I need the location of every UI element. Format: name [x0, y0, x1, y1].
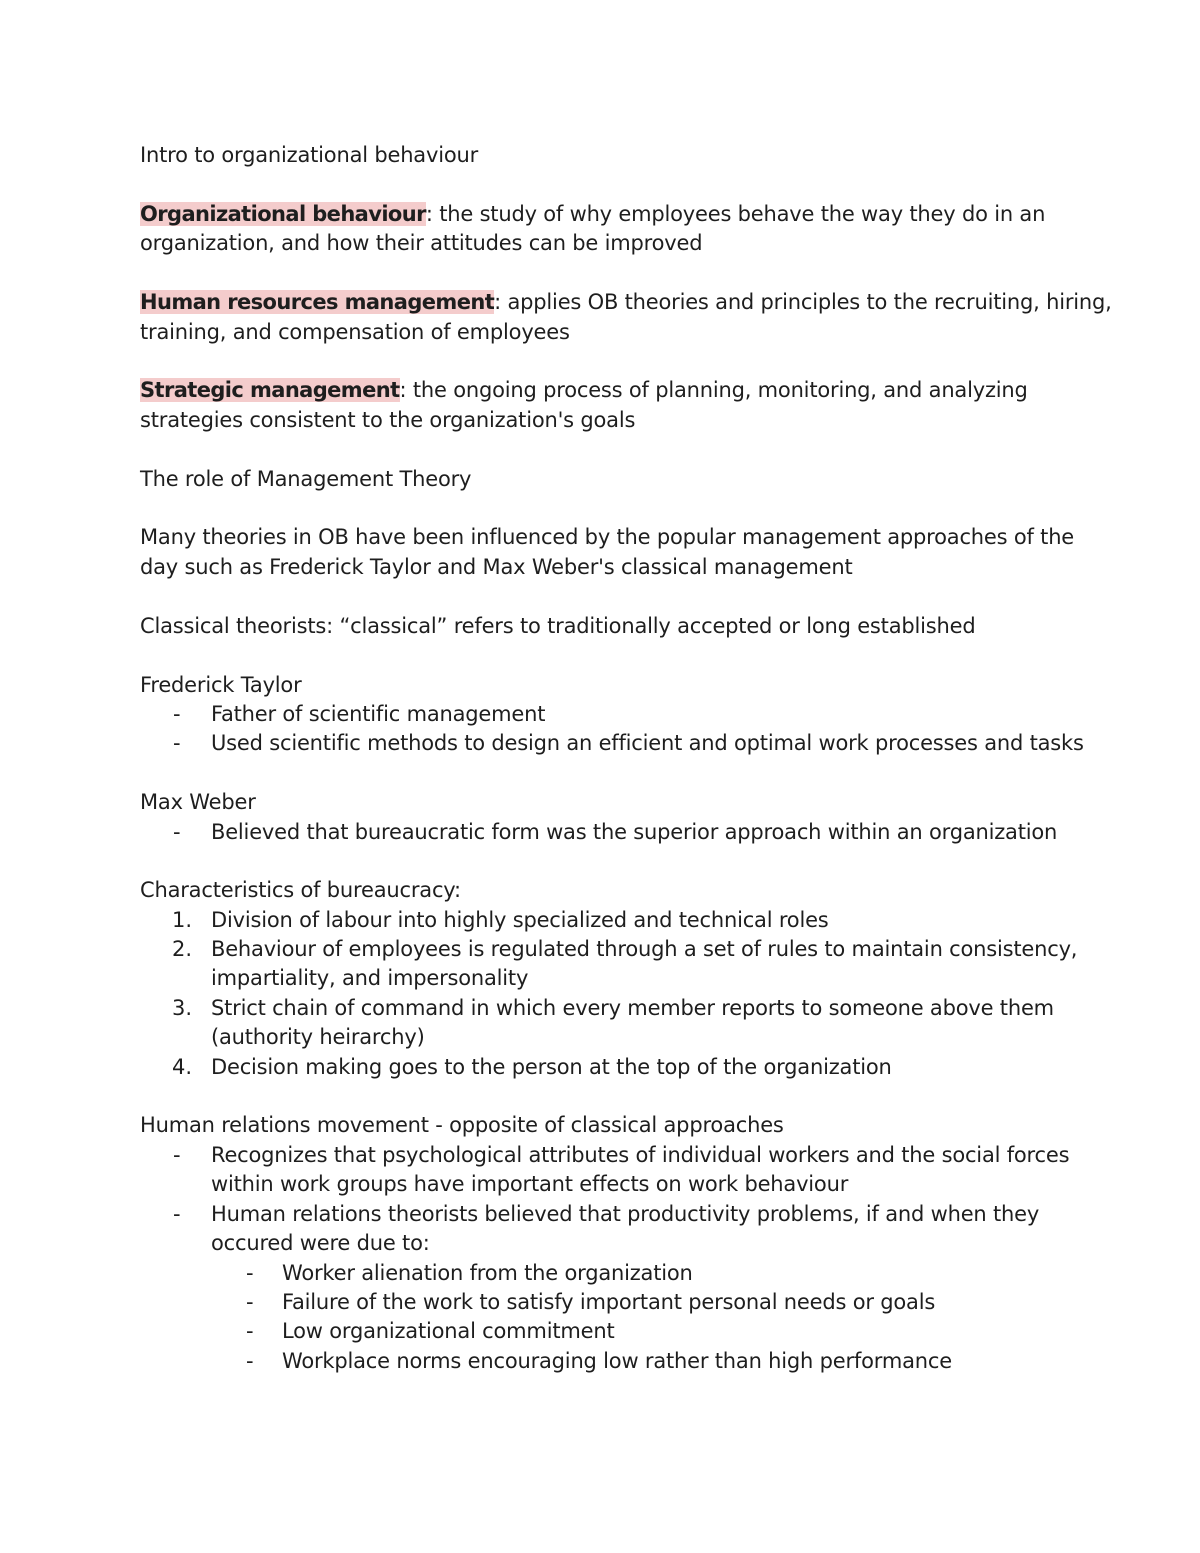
definition-text-continued: strategies consistent to the organization's goals: [140, 408, 636, 432]
list-item-continued: (authority heirarchy): [211, 1025, 425, 1049]
bullet-dash: -: [173, 731, 181, 755]
sub-bullet-dash: -: [246, 1319, 254, 1343]
paragraph-classical-theorists: Classical theorists: “classical” refers to traditionally accepted or long established: [140, 614, 976, 638]
heading-max-weber: Max Weber: [140, 790, 256, 814]
bullet-dash: -: [173, 1143, 181, 1167]
definition-organizational-behaviour: [140, 200, 1045, 228]
list-item: Recognizes that psychological attributes of individual workers and the social forces: [211, 1143, 1070, 1167]
list-number: 3.: [171, 996, 192, 1020]
sub-list-item: Failure of the work to satisfy important personal needs or goals: [282, 1290, 936, 1314]
list-number: 4.: [171, 1055, 192, 1079]
list-item: Used scientific methods to design an efficient and optimal work processes and tasks: [211, 731, 1084, 755]
list-item-continued: impartiality, and impersonality: [211, 966, 529, 990]
sub-bullet-dash: -: [246, 1290, 254, 1314]
section-heading-role-of-management-theory: The role of Management Theory: [140, 467, 472, 491]
heading-human-relations-movement: Human relations movement - opposite of classical approaches: [140, 1113, 784, 1137]
bullet-dash: -: [173, 820, 181, 844]
sub-bullet-dash: -: [246, 1349, 254, 1373]
list-item: Human relations theorists believed that productivity problems, if and when they: [211, 1202, 1040, 1226]
definition-human-resources-management: [140, 288, 1112, 316]
bullet-dash: -: [173, 702, 181, 726]
bullet-dash: -: [173, 1202, 181, 1226]
sub-list-item: Low organizational commitment: [282, 1319, 615, 1343]
highlighted-term: Organizational behaviour: [140, 202, 426, 226]
list-item: Behaviour of employees is regulated through a set of rules to maintain consistency,: [211, 937, 1078, 961]
list-item: Strict chain of command in which every member reports to someone above them: [211, 996, 1054, 1020]
definition-text: : applies OB theories and principles to the recruiting, hiring,: [494, 290, 1112, 314]
definition-text-continued: organization, and how their attitudes can be improved: [140, 231, 703, 255]
sub-bullet-dash: -: [246, 1261, 254, 1285]
list-number: 1.: [171, 908, 192, 932]
paragraph-many-theories-continued: day such as Frederick Taylor and Max Weber's classical management: [140, 555, 853, 579]
paragraph-many-theories: Many theories in OB have been influenced by the popular management approaches of the: [140, 525, 1075, 549]
definition-text-continued: training, and compensation of employees: [140, 320, 570, 344]
list-number: 2.: [171, 937, 192, 961]
definition-text: : the ongoing process of planning, monitoring, and analyzing: [399, 378, 1028, 402]
heading-frederick-taylor: Frederick Taylor: [140, 673, 302, 697]
list-item: Father of scientific management: [211, 702, 546, 726]
sub-list-item: Worker alienation from the organization: [282, 1261, 693, 1285]
document-title: Intro to organizational behaviour: [140, 143, 479, 167]
definition-strategic-management: [140, 376, 1028, 404]
list-item-continued: occured were due to:: [211, 1231, 430, 1255]
highlighted-term: Strategic management: [140, 378, 400, 402]
definition-text: : the study of why employees behave the way they do in an: [425, 202, 1046, 226]
sub-list-item: Workplace norms encouraging low rather than high performance: [282, 1349, 952, 1373]
list-item: Division of labour into highly specialized and technical roles: [211, 908, 829, 932]
highlighted-term: Human resources management: [140, 290, 495, 314]
heading-characteristics-of-bureaucracy: Characteristics of bureaucracy:: [140, 878, 461, 902]
list-item: Decision making goes to the person at the top of the organization: [211, 1055, 892, 1079]
list-item-continued: within work groups have important effects on work behaviour: [211, 1172, 849, 1196]
list-item: Believed that bureaucratic form was the superior approach within an organization: [211, 820, 1058, 844]
